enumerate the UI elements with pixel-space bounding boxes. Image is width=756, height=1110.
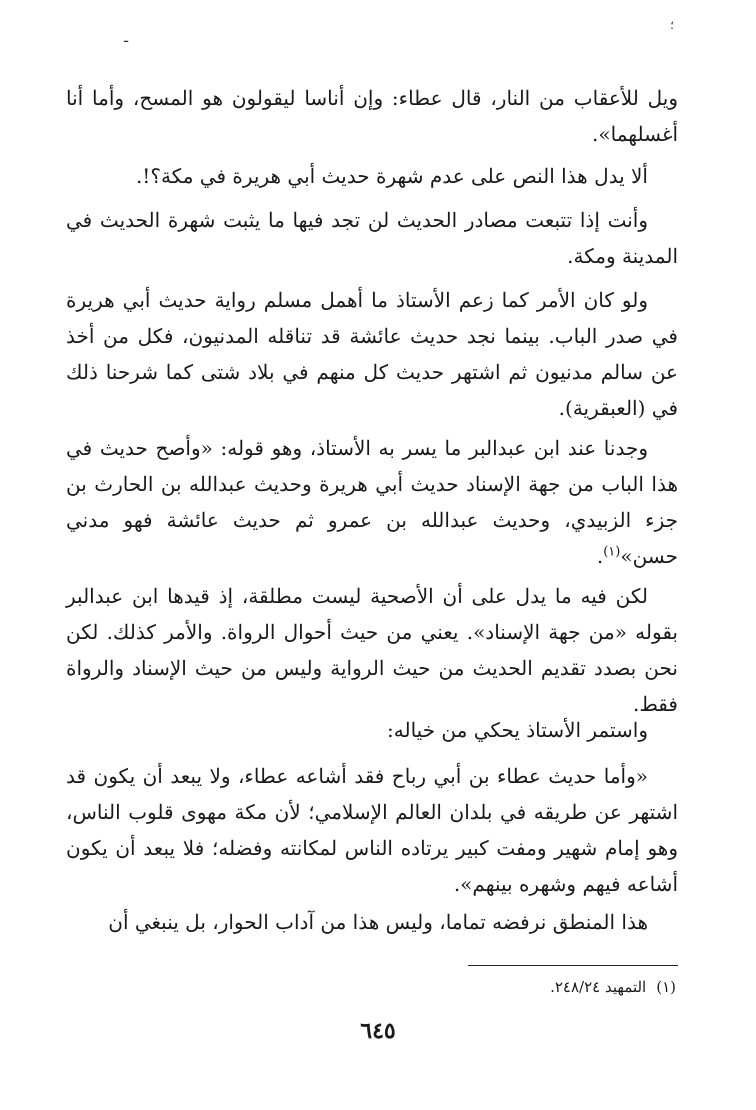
paragraph-text: لكن فيه ما يدل على أن الأصحية ليست مطلقة، إذ قيدها ابن عبدالبر بقوله «من جهة الإسناد». يعني من حيث أحوال الرواة. والأمر كذلك. لكن نحن بصدد تقديم الحديث من حيث الرواية وليس من حيث الإسناد والرواة فقط. [66,584,678,716]
footnote [550,976,676,998]
footnote-number: (١) [656,978,676,996]
paragraph-text: وجدنا عند ابن عبدالبر ما يسر به الأستاذ، وهو قوله: «وأصح حديث في هذا الباب من جهة الإسناد حديث أبي هريرة وحديث عبدالله بن الحارث بن جزء الزبيدي، وحديث عبدالله بن عمرو ثم حديث عائشة فهو مدني حسن» [66,436,678,568]
paragraph-text: واستمر الأستاذ يحكي من خياله: [387,718,648,742]
footnote-reference-terminator: . [596,544,604,568]
paragraph-text: ويل للأعقاب من النار، قال عطاء: وإن أناسا ليقولون هو المسح، وأما أنا أغسلهما». [66,86,678,146]
footnote-divider [468,965,678,966]
paragraph-quote [66,430,678,574]
paragraph-continued [66,712,678,748]
top-margin-mark-right: ؛ [670,18,674,32]
paragraph-text: وأنت إذا تتبعت مصادر الحديث لن تجد فيها ما يثبت شهرة الحديث في المدينة ومكة. [66,208,678,268]
paragraph-text: ألا يدل هذا النص على عدم شهرة حديث أبي هريرة في مكة؟!. [135,164,648,188]
paragraph-text: «وأما حديث عطاء بن أبي رباح فقد أشاعه عطاء، ولا يبعد أن يكون قد اشتهر عن طريقه في بلدان العالم الإسلامي؛ لأن مكة مهوى قلوب الناس، وهو إمام شهير ومفت كبير يرتاده الناس لمكانته وفضله؛ فلا يبعد أن يكون أشاعه فيهم وشهره بينهم». [66,764,678,896]
paragraph-sources [66,202,678,274]
paragraph-text: ولو كان الأمر كما زعم الأستاذ ما أهمل مسلم رواية حديث أبي هريرة في صدر الباب. بينما نجد حديث عائشة قد تناقله المدنيون، فكل من أخذ عن سالم مدنيون ثم اشتهر حديث كل منهم في بلاد شتى كما شرحنا ذلك في (العبقرية). [66,288,678,420]
paragraph-isnad [66,578,678,722]
paragraph-ata-quote [66,758,678,902]
top-margin-mark-left: ـ [124,30,129,46]
paragraph-ibn-abdulbarr [66,430,678,574]
paragraph-question [66,158,678,194]
paragraph-muslim [66,282,678,426]
footnote-reference[interactable]: (١) [603,544,621,560]
page-number: ٦٤٥ [360,1018,396,1044]
paragraph-text: هذا المنطق نرفضه تماما، وليس هذا من آداب الحوار، بل ينبغي أن [108,910,648,934]
paragraph-final [66,904,678,940]
paragraph-continuation [66,80,678,152]
footnote-text: التمهيد ٢٤٨/٢٤. [550,978,647,996]
